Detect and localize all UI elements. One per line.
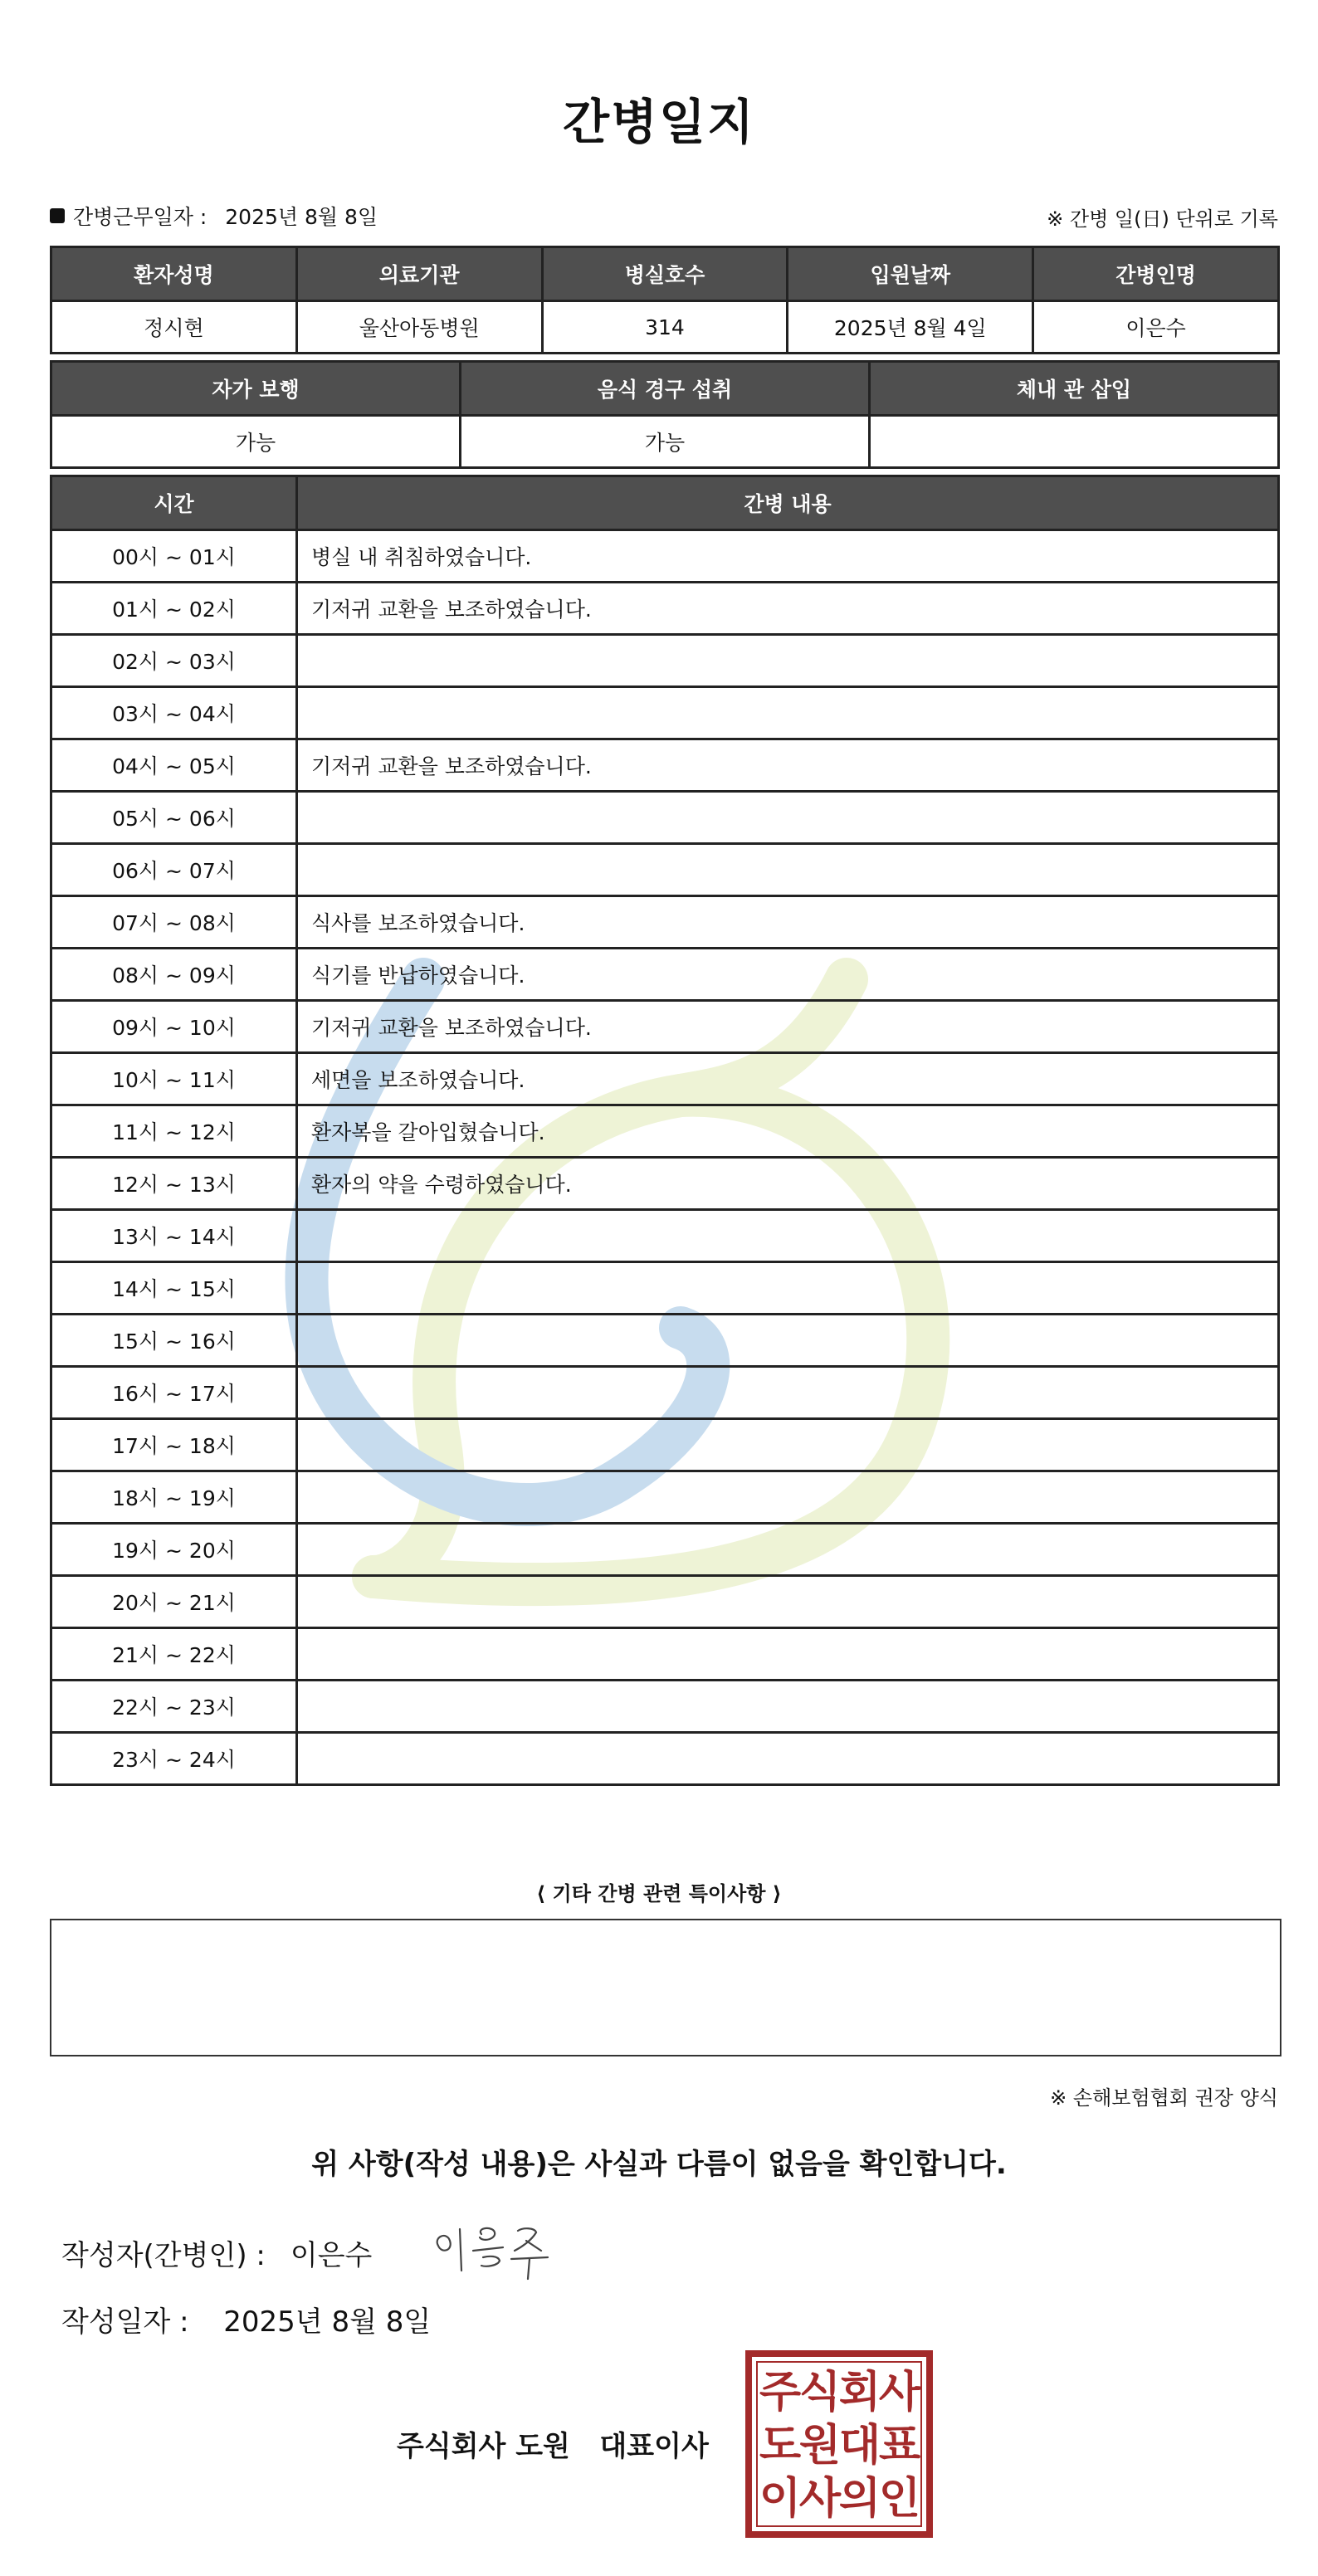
time-cell: 10시 ~ 11시 <box>51 1053 297 1105</box>
writer-label: 작성자(간병인) : <box>61 2239 266 2272</box>
confirmation-statement: 위 사항(작성 내용)은 사실과 다름이 없음을 확인합니다. <box>311 2148 1007 2181</box>
table-row <box>51 1733 1279 1785</box>
care-content-cell: 기저귀 교환을 보조하였습니다. <box>297 583 1279 635</box>
table-row <box>51 530 1279 583</box>
time-cell: 21시 ~ 22시 <box>51 1628 297 1681</box>
company-representative: 주식회사 도원 대표이사 <box>397 2430 709 2463</box>
patient-name-cell: 정시현 <box>51 301 297 354</box>
header-patient-name: 환자성명 <box>51 247 297 301</box>
table-row <box>51 1105 1279 1158</box>
care-content-cell <box>297 1733 1279 1785</box>
seal-character: 사 <box>878 2368 921 2417</box>
time-cell: 19시 ~ 20시 <box>51 1524 297 1576</box>
time-cell: 01시 ~ 02시 <box>51 583 297 635</box>
time-cell: 11시 ~ 12시 <box>51 1105 297 1158</box>
tube-cell <box>870 416 1279 468</box>
seal-character: 표 <box>878 2421 921 2471</box>
notes-title: ⟨ 기타 간병 관련 특이사항 ⟩ <box>536 1882 782 1905</box>
admission-date-cell: 2025년 8월 4일 <box>788 301 1033 354</box>
company-seal <box>744 2349 935 2539</box>
caregiver-cell: 이은수 <box>1033 301 1279 354</box>
time-cell: 18시 ~ 19시 <box>51 1471 297 1524</box>
table-row <box>51 792 1279 844</box>
time-cell: 00시 ~ 01시 <box>51 530 297 583</box>
seal-character: 주 <box>759 2368 802 2417</box>
patient-status-table <box>50 360 1280 469</box>
table-row <box>51 1158 1279 1210</box>
care-content-cell <box>297 1471 1279 1524</box>
recommended-form-note: ※ 손해보험협회 권장 양식 <box>1050 2086 1278 2110</box>
care-content-cell <box>297 1367 1279 1419</box>
seal-character: 사 <box>798 2474 842 2524</box>
table-row <box>51 739 1279 792</box>
care-content-cell <box>297 687 1279 739</box>
care-content-cell: 병실 내 취침하였습니다. <box>297 530 1279 583</box>
care-content-cell: 세면을 보조하였습니다. <box>297 1053 1279 1105</box>
time-cell: 06시 ~ 07시 <box>51 844 297 896</box>
care-content-cell <box>297 635 1279 687</box>
care-content-cell <box>297 792 1279 844</box>
care-content-cell <box>297 1524 1279 1576</box>
time-cell: 14시 ~ 15시 <box>51 1262 297 1315</box>
time-cell: 22시 ~ 23시 <box>51 1681 297 1733</box>
header-oral-intake: 음식 경구 섭취 <box>461 362 870 416</box>
room-cell: 314 <box>542 301 788 354</box>
care-content-cell <box>297 1262 1279 1315</box>
seal-character: 원 <box>798 2421 842 2471</box>
writer-name: 이은수 <box>290 2239 373 2272</box>
care-content-cell <box>297 1315 1279 1367</box>
care-content-cell: 식기를 반납하였습니다. <box>297 949 1279 1001</box>
table-row <box>51 949 1279 1001</box>
record-unit-note: ※ 간병 일(日) 단위로 기록 <box>1047 207 1278 231</box>
written-date-value: 2025년 8월 8일 <box>223 2305 432 2339</box>
care-content-cell <box>297 1576 1279 1628</box>
time-cell: 03시 ~ 04시 <box>51 687 297 739</box>
header-time: 시간 <box>51 476 297 530</box>
work-date-line <box>50 201 378 231</box>
table-row <box>51 1471 1279 1524</box>
hospital-cell: 울산아동병원 <box>296 301 542 354</box>
seal-character: 도 <box>759 2421 802 2471</box>
header-walking: 자가 보행 <box>51 362 461 416</box>
table-row <box>51 1681 1279 1733</box>
care-content-cell <box>297 1210 1279 1262</box>
care-content-cell: 식사를 보조하였습니다. <box>297 896 1279 949</box>
time-cell: 07시 ~ 08시 <box>51 896 297 949</box>
header-care-content: 간병 내용 <box>297 476 1279 530</box>
header-room: 병실호수 <box>542 247 788 301</box>
notes-box <box>50 1919 1281 2056</box>
time-cell: 16시 ~ 17시 <box>51 1367 297 1419</box>
time-cell: 12시 ~ 13시 <box>51 1158 297 1210</box>
care-content-cell <box>297 1681 1279 1733</box>
time-cell: 17시 ~ 18시 <box>51 1419 297 1471</box>
time-cell: 05시 ~ 06시 <box>51 792 297 844</box>
table-row <box>51 1001 1279 1053</box>
table-row <box>51 1628 1279 1681</box>
header-tube: 체내 관 삽입 <box>870 362 1279 416</box>
care-content-cell: 환자의 약을 수령하였습니다. <box>297 1158 1279 1210</box>
time-cell: 13시 ~ 14시 <box>51 1210 297 1262</box>
writer-line <box>61 2232 372 2273</box>
seal-character: 이 <box>759 2474 802 2524</box>
written-date-label: 작성일자 : <box>61 2305 189 2339</box>
header-hospital: 의료기관 <box>296 247 542 301</box>
table-row <box>51 1053 1279 1105</box>
work-date-value: 2025년 8월 8일 <box>225 205 378 229</box>
table-row <box>51 1262 1279 1315</box>
time-cell: 09시 ~ 10시 <box>51 1001 297 1053</box>
table-row <box>51 1315 1279 1367</box>
care-content-cell: 환자복을 갈아입혔습니다. <box>297 1105 1279 1158</box>
header-admission-date: 입원날짜 <box>788 247 1033 301</box>
seal-character: 의 <box>838 2474 881 2524</box>
patient-info-table <box>50 246 1280 354</box>
time-cell: 04시 ~ 05시 <box>51 739 297 792</box>
seal-character: 식 <box>798 2368 842 2417</box>
care-content-cell <box>297 1419 1279 1471</box>
header-caregiver: 간병인명 <box>1033 247 1279 301</box>
table-row <box>51 896 1279 949</box>
table-row <box>51 1367 1279 1419</box>
care-log-table <box>50 475 1280 1786</box>
seal-character: 회 <box>838 2368 881 2417</box>
time-cell: 02시 ~ 03시 <box>51 635 297 687</box>
seal-character: 인 <box>878 2474 921 2524</box>
table-row <box>51 1419 1279 1471</box>
care-content-cell: 기저귀 교환을 보조하였습니다. <box>297 1001 1279 1053</box>
seal-character: 대 <box>838 2421 881 2471</box>
bullet-square-icon <box>50 208 65 223</box>
table-row <box>51 583 1279 635</box>
care-content-cell <box>297 1628 1279 1681</box>
walking-cell: 가능 <box>51 416 461 468</box>
time-cell: 08시 ~ 09시 <box>51 949 297 1001</box>
time-cell: 20시 ~ 21시 <box>51 1576 297 1628</box>
work-date-label: 간병근무일자 : <box>73 205 207 229</box>
table-row <box>51 687 1279 739</box>
care-content-cell <box>297 844 1279 896</box>
oral-intake-cell: 가능 <box>461 416 870 468</box>
table-row <box>51 1524 1279 1576</box>
time-cell: 23시 ~ 24시 <box>51 1733 297 1785</box>
table-row <box>51 844 1279 896</box>
care-content-cell: 기저귀 교환을 보조하였습니다. <box>297 739 1279 792</box>
page-title: 간병일지 <box>562 94 756 150</box>
table-row <box>51 1576 1279 1628</box>
written-date-line <box>61 2299 431 2339</box>
time-cell: 15시 ~ 16시 <box>51 1315 297 1367</box>
table-row <box>51 635 1279 687</box>
handwritten-signature <box>432 2213 556 2287</box>
table-row <box>51 1210 1279 1262</box>
